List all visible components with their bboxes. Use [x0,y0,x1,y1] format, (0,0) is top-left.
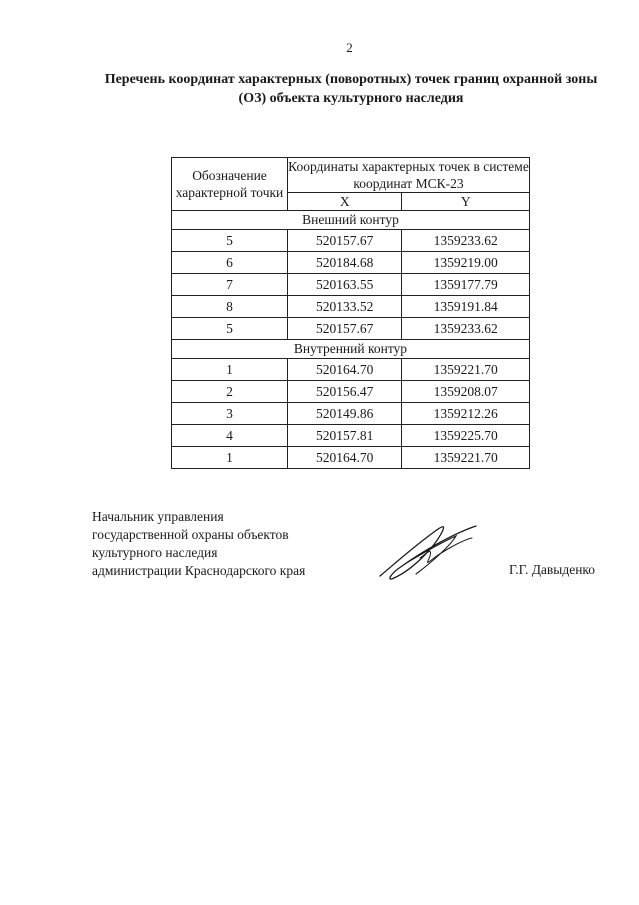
cell-point: 7 [172,274,288,296]
table-row [172,447,530,469]
header-x: X [288,193,402,211]
cell-point: 1 [172,447,288,469]
table-row [172,359,530,381]
cell-point: 5 [172,230,288,252]
position-line: Начальник управления [92,509,224,524]
signatory-position [92,508,305,580]
header-point-designation: Обозначение характерной точки [172,158,288,211]
table-row [172,425,530,447]
cell-point: 6 [172,252,288,274]
section-label-outer: Внешний контур [172,211,530,230]
cell-x: 520164.70 [288,447,402,469]
cell-y: 1359233.62 [402,318,530,340]
cell-x: 520157.67 [288,230,402,252]
position-line: администрации Краснодарского края [92,563,306,578]
cell-x: 520163.55 [288,274,402,296]
cell-x: 520164.70 [288,359,402,381]
cell-point: 4 [172,425,288,447]
position-line: государственной охраны объектов [92,527,289,542]
cell-point: 1 [172,359,288,381]
handwritten-signature [372,518,482,588]
cell-x: 520157.67 [288,318,402,340]
table-row [172,296,530,318]
signatory-name: Г.Г. Давыденко [509,562,596,577]
cell-y: 1359225.70 [402,425,530,447]
cell-x: 520149.86 [288,403,402,425]
page-number: 2 [346,40,353,55]
document-title: Перечень координат характерных (поворотных) точек границ охранной зоны (ОЗ) объекта культурного наследия [104,72,598,106]
section-label-inner: Внутренний контур [172,340,530,359]
header-y: Y [402,193,530,211]
cell-y: 1359233.62 [402,230,530,252]
cell-point: 8 [172,296,288,318]
table-row [172,274,530,296]
cell-y: 1359177.79 [402,274,530,296]
table-row [172,252,530,274]
cell-x: 520157.81 [288,425,402,447]
cell-point: 2 [172,381,288,403]
cell-x: 520184.68 [288,252,402,274]
cell-x: 520156.47 [288,381,402,403]
position-line: культурного наследия [92,545,218,560]
cell-point: 5 [172,318,288,340]
coordinates-table [171,157,530,469]
table-row [172,381,530,403]
table-row [172,230,530,252]
cell-y: 1359191.84 [402,296,530,318]
table-row [172,403,530,425]
header-coordinates: Координаты характерных точек в системе координат МСК-23 [288,159,529,191]
table-row [172,318,530,340]
cell-y: 1359212.26 [402,403,530,425]
cell-y: 1359219.00 [402,252,530,274]
cell-y: 1359221.70 [402,447,530,469]
cell-point: 3 [172,403,288,425]
cell-x: 520133.52 [288,296,402,318]
cell-y: 1359221.70 [402,359,530,381]
cell-y: 1359208.07 [402,381,530,403]
